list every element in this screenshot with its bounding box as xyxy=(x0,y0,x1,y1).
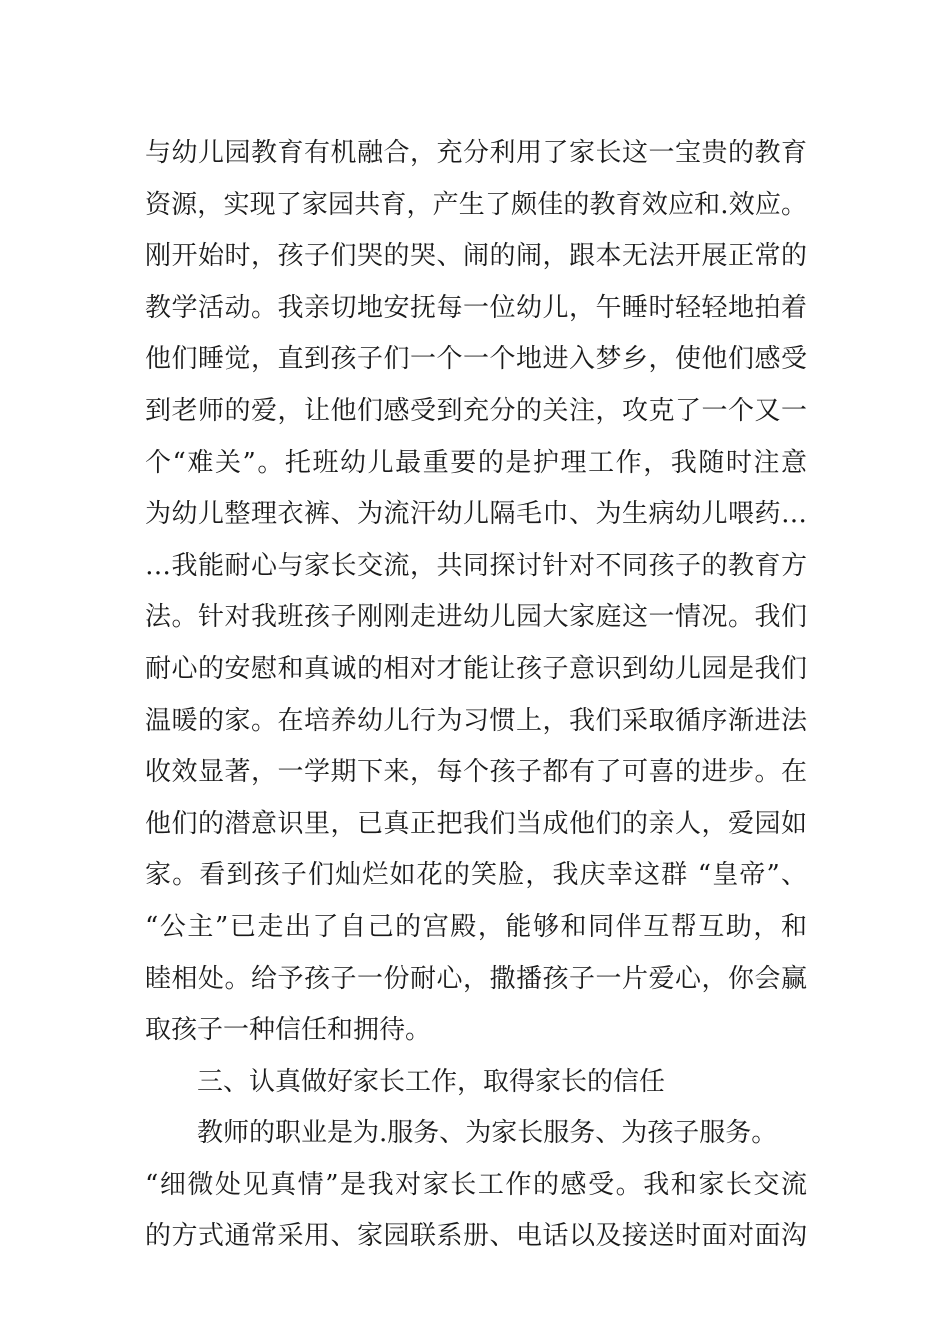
text-line: 教学活动。我亲切地安抚每一位幼儿，午睡时轻轻地拍着 xyxy=(145,292,807,323)
body-text xyxy=(145,128,807,1263)
text-line: 个“难关”。托班幼儿最重要的是护理工作，我随时注意 xyxy=(145,447,807,478)
text-line: 他们睡觉，直到孩子们一个一个地进入梦乡，使他们感受 xyxy=(145,344,807,375)
text-line: 与幼儿园教育有机融合，充分利用了家长这一宝贵的教育 xyxy=(145,138,807,168)
text-line: 耐心的安慰和真诚的相对才能让孩子意识到幼儿园是我们 xyxy=(145,653,807,684)
text-line: 资源，实现了家园共育，产生了颇佳的教育效应和.效应。 xyxy=(145,189,807,220)
text-line: 法。针对我班孩子刚刚走进幼儿园大家庭这一情况。我们 xyxy=(145,602,807,633)
text-line: 的方式通常采用、家园联系册、电话以及接送时面对面沟 xyxy=(145,1221,807,1252)
paragraph-end-line: 取孩子一种信任和拥待。 xyxy=(145,1015,432,1046)
text-line: 为幼儿整理衣裤、为流汗幼儿隔毛巾、为生病幼儿喂药… xyxy=(145,499,807,530)
text-line: 温暖的家。在培养幼儿行为习惯上，我们采取循序渐进法 xyxy=(145,705,807,736)
text-line: “公主”已走出了自己的宫殿，能够和同伴互帮互助，和 xyxy=(145,911,807,942)
text-line: 到老师的爱，让他们感受到充分的关注，攻克了一个又一 xyxy=(145,395,807,426)
text-line: 睦相处。给予孩子一份耐心，撒播孩子一片爱心，你会赢 xyxy=(145,963,807,994)
text-line: 家。看到孩子们灿烂如花的笑脸，我庆幸这群 “皇帝”、 xyxy=(145,860,807,891)
text-line: …我能耐心与家长交流，共同探讨针对不同孩子的教育方 xyxy=(145,550,807,581)
text-line: 他们的潜意识里，已真正把我们当成他们的亲人，爱园如 xyxy=(145,808,807,839)
text-line: 刚开始时，孩子们哭的哭、闹的闹，跟本无法开展正常的 xyxy=(145,241,807,272)
text-line: “细微处见真情”是我对家长工作的感受。我和家长交流 xyxy=(145,1169,807,1200)
paragraph-start-line: 教师的职业是为.服务、为家长服务、为孩子服务。 xyxy=(197,1118,778,1149)
text-line: 收效显著，一学期下来，每个孩子都有了可喜的进步。在 xyxy=(145,757,807,788)
section-heading: 三、认真做好家长工作，取得家长的信任 xyxy=(197,1066,666,1097)
